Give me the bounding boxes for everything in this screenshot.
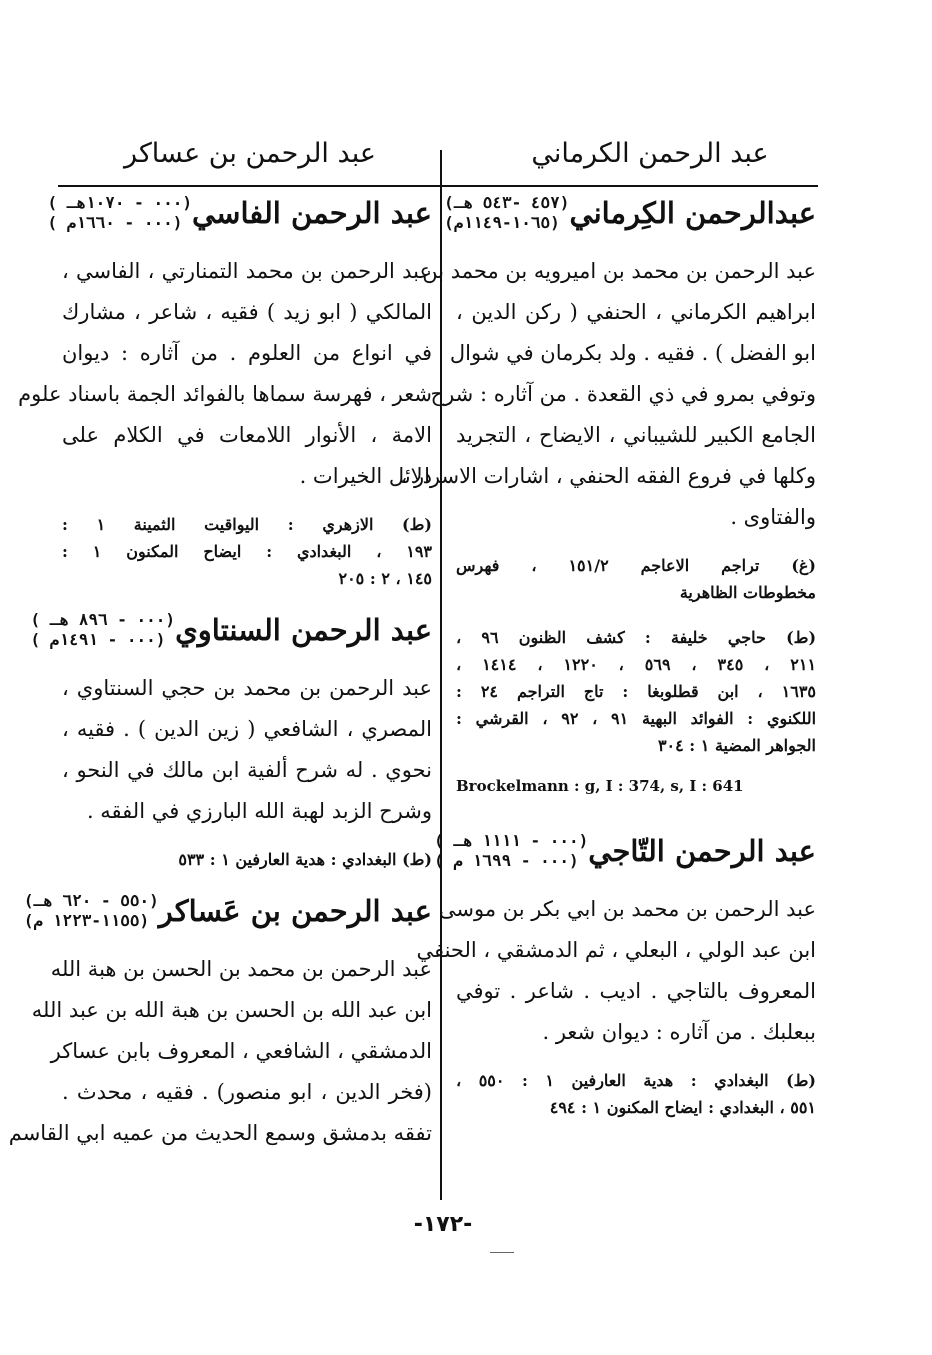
entry-name: عبد الرحمن التّاجي [588, 834, 816, 868]
text-line: ابراهيم الكرماني ، الحنفي ( ركن الدين ، [456, 300, 816, 324]
text-line: نحوي . له شرح ألفية ابن مالك في النحو ، [62, 758, 432, 782]
entry-text [62, 668, 432, 832]
text-line: ابو الفضل ) . فقيه . ولد بكرمان في شوال [449, 341, 816, 365]
biography-entry [400, 193, 817, 795]
dates-gregorian: ( ٠٠٠ - ١٦٦٠م) [47, 213, 183, 232]
entry-heading [23, 891, 432, 931]
text-line: المصري ، الشافعي ( زين الدين ) . فقيه ، [62, 717, 432, 741]
dates-gregorian: ( ٠٠٠ - ١٤٩١م) [30, 630, 166, 649]
entry-heading [444, 193, 816, 233]
text-line: عبد الرحمن بن محمد بن حجي السنتاوي ، [62, 676, 432, 700]
page-number: -١٧٢- [413, 1212, 473, 1237]
reference-line: ٢١١ ، ٣٤٥ ، ٥٦٩ ، ١٢٢٠ ، ١٤١٤ ، [456, 655, 817, 674]
biography-entry [416, 831, 816, 1121]
right-column [400, 193, 817, 1139]
text-line: وشرح الزبد لهبة الله البارزي في الفقه . [86, 799, 432, 823]
entry-references [456, 552, 816, 606]
entry-references [62, 846, 432, 873]
text-line: الامة ، الأنوار اللامعات في الكلام على [62, 423, 432, 447]
dates-gregorian: ( ٠٠٠ - ١٦٩٩ م) [434, 851, 579, 870]
latin-reference: Brockelmann : g, I : 374, s, I : 641 [456, 777, 744, 795]
left-column [8, 193, 433, 1168]
entry-name: عبد الرحمن السنتاوي [175, 613, 432, 647]
reference-line: الجواهر المضية ١ : ٣٠٤ [657, 736, 816, 755]
footer-mark [490, 1252, 514, 1253]
entry-name: عبد الرحمن بن عَساكر [158, 894, 432, 928]
text-line: وكلها في فروع الفقه الحنفي ، اشارات الاسرار ، [400, 464, 816, 488]
text-line: وتوفي بمرو في ذي القعدة . من آثاره : شرح [430, 382, 816, 406]
dates-hijri: (٤٥٧ -٥٤٣ هـ) [444, 193, 570, 212]
entry-text [400, 251, 816, 538]
entry-dates [31, 610, 176, 650]
reference-line: (ط) البغدادي : هدية العارفين ١ : ٥٣٣ [178, 850, 432, 869]
text-line: الدمشقي ، الشافعي ، المعروف بابن عساكر [50, 1039, 432, 1063]
reference-line: (غ) تراجم الاعاجم ١٥١/٢ ، فهرس [456, 556, 817, 575]
text-line: الجامع الكبير للشيباني ، الايضاح ، التجريد [456, 423, 816, 447]
entry-heading [30, 610, 432, 650]
dates-hijri: (٥٥٠ - ٦٢٠ هـ) [23, 891, 159, 910]
dates-gregorian: (١١٥٥-١٢٢٣ م) [23, 911, 150, 930]
reference-line: ٥٥١ ، البغدادي : ايضاح المكنون ١ : ٤٩٤ [549, 1098, 816, 1117]
text-line: تفقه بدمشق وسمع الحديث من عميه ابي القاسم [8, 1121, 432, 1145]
reference-line: (ط) البغدادي : هدية العارفين ١ : ٥٥٠ ، [456, 1071, 816, 1090]
entry-dates [444, 193, 569, 233]
running-head-left: عبد الرحمن بن عساكر [124, 138, 376, 169]
dates-gregorian: (١٠٦٥-١١٤٩م) [444, 213, 560, 232]
entry-dates [434, 831, 588, 871]
dates-hijri: ( ٠٠٠ - ١٠٧٠هـ) [47, 193, 192, 212]
dates-hijri: ( ٠٠٠ - ١١١١ هـ) [434, 831, 589, 850]
entry-name: عبدالرحمن الكِرماني [569, 196, 816, 230]
header-rule [58, 185, 818, 187]
reference-line: (ط) حاجي خليفة : كشف الظنون ٩٦ ، [456, 628, 817, 647]
entry-text [416, 889, 816, 1053]
entry-text [18, 251, 432, 497]
entry-references [62, 511, 432, 592]
text-line: ابن عبد الله بن الحسن بن هبة الله بن عبد الله [31, 998, 432, 1022]
reference-line: مخطوطات الظاهرية [679, 583, 816, 602]
reference-line: (ط) الازهري : اليواقيت الثمينة ١ : [62, 515, 432, 534]
entry-references [456, 624, 816, 759]
column-divider [440, 150, 442, 1200]
biography-entry [8, 891, 432, 1154]
text-line: ببعلبك . من آثاره : ديوان شعر . [542, 1020, 816, 1044]
entry-dates [47, 193, 192, 233]
text-line: (فخر الدين ، ابو منصور) . فقيه ، محدث . [62, 1080, 432, 1104]
text-line: المعروف بالتاجي . اديب . شاعر . توفي [456, 979, 816, 1003]
entry-heading [434, 831, 816, 871]
text-line: المالكي ( ابو زيد ) فقيه ، شاعر ، مشارك [62, 300, 432, 324]
reference-line: ١٦٣٥ ، ابن قطلوبغا : تاج التراجم ٢٤ : [456, 682, 816, 701]
entry-name: عبد الرحمن الفاسي [191, 196, 432, 230]
biography-entry [30, 610, 432, 873]
text-line: في انواع من العلوم . من آثاره : ديوان [62, 341, 432, 365]
reference-line: ١٩٣ ، البغدادي : ايضاح المكنون ١ : [62, 542, 433, 561]
entry-dates [24, 891, 159, 931]
text-line: عبد الرحمن بن محمد التمنارتي ، الفاسي ، [62, 259, 432, 283]
running-head-right: عبد الرحمن الكرماني [531, 138, 769, 169]
entry-references [456, 1067, 816, 1121]
biography-entry [18, 193, 433, 592]
text-line: والفتاوى . [730, 505, 816, 529]
reference-line: اللكنوي : الفوائد البهية ٩١ ، ٩٢ ، القرشي : [456, 709, 817, 728]
text-line: دلائل الخيرات . [299, 464, 432, 488]
entry-heading [47, 193, 432, 233]
text-line: عبد الرحمن بن محمد بن اميرويه بن محمد بن [422, 259, 816, 283]
text-line: عبد الرحمن بن محمد بن ابي بكر بن موسى [438, 897, 816, 921]
entry-text [8, 949, 432, 1154]
text-line: عبد الرحمن بن محمد بن الحسن بن هبة الله [50, 957, 432, 981]
dates-hijri: ( ٠٠٠ - ٨٩٦ هـ) [30, 610, 176, 629]
text-line: شعر ، فهرسة سماها بالفوائد الجمة باسناد علوم [18, 382, 432, 406]
text-line: ابن عبد الولي ، البعلي ، ثم الدمشقي ، الحنفي [416, 938, 816, 962]
reference-line: ١٤٥ ، ٢ : ٢٠٥ [338, 569, 432, 588]
